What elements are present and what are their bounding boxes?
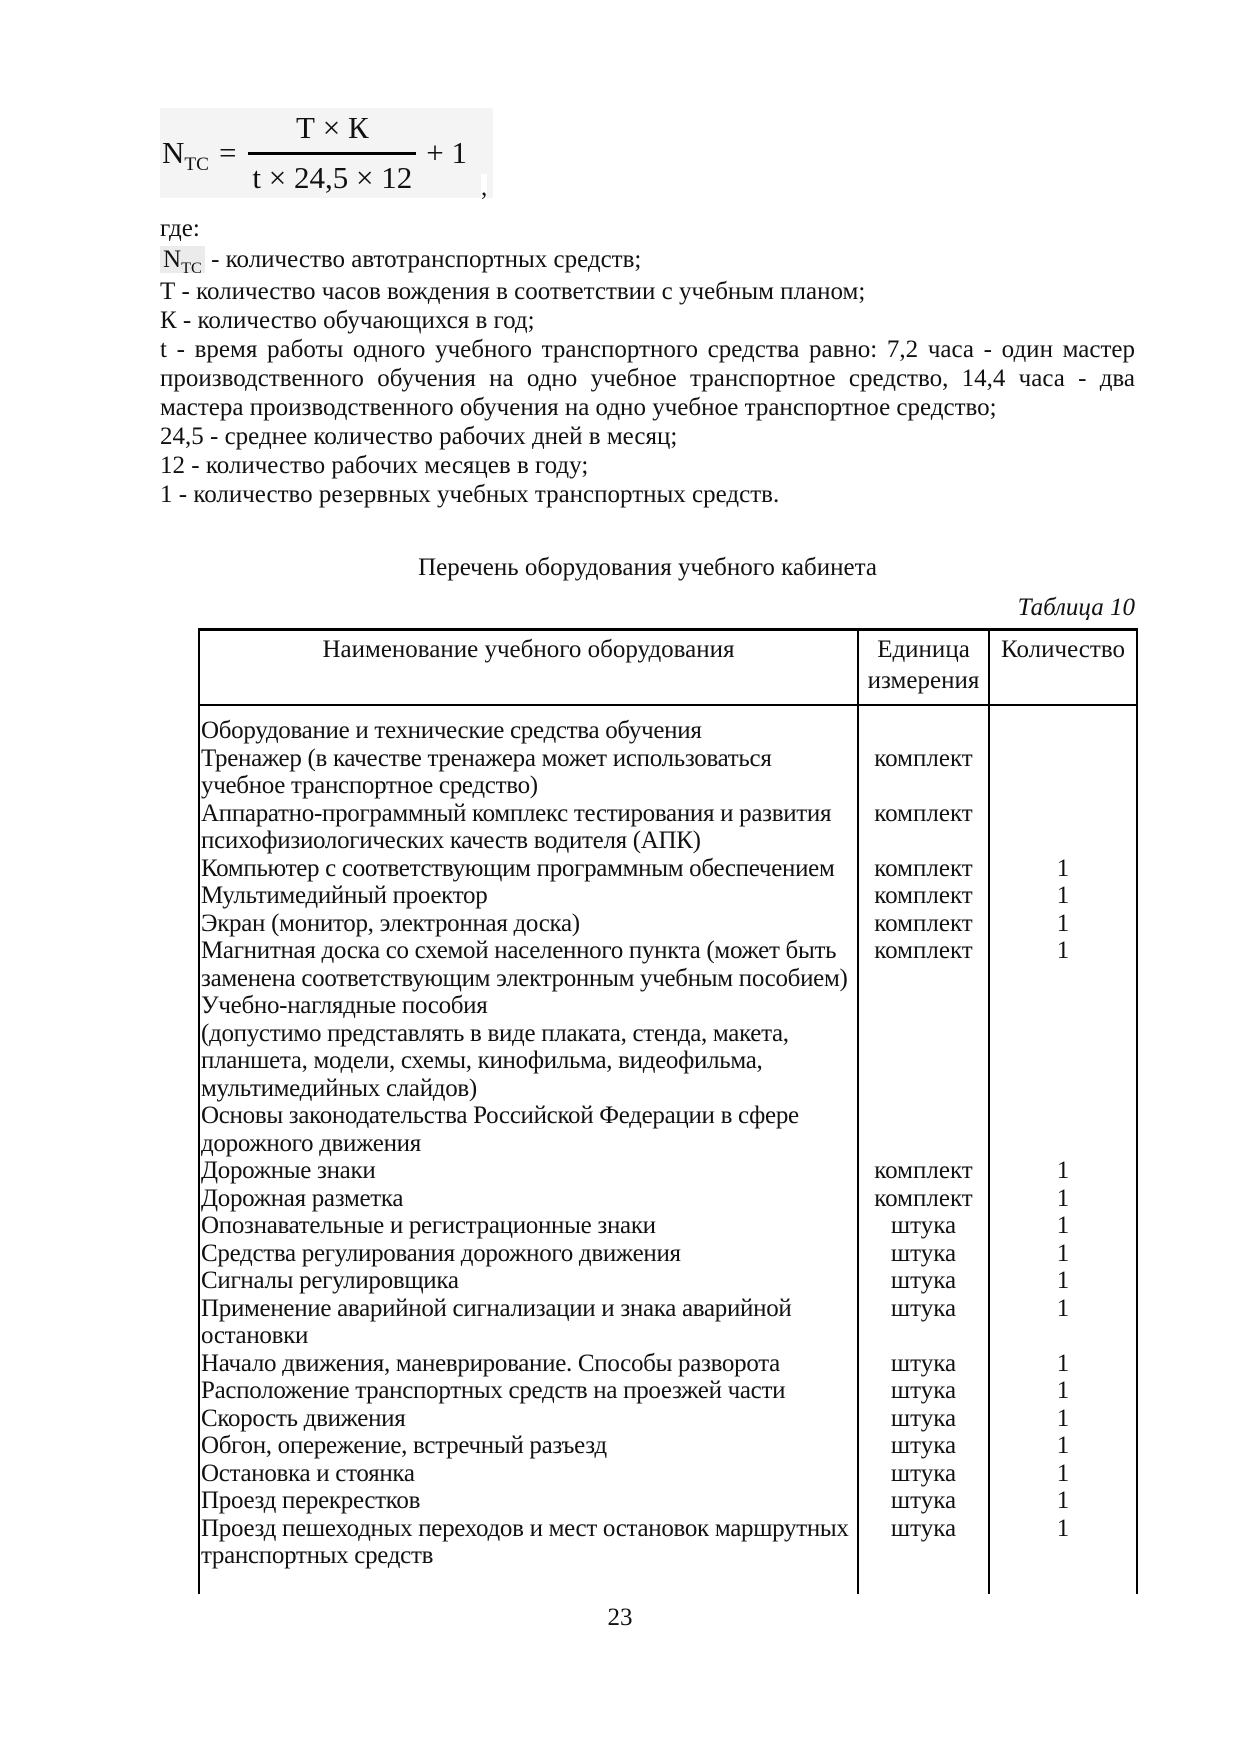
definition-line: Т - количество часов вождения в соответствии с учебным планом; <box>160 278 866 305</box>
quantity-cell: 1 <box>989 882 1137 910</box>
table-row <box>199 910 1137 938</box>
equipment-name-cell: Основы законодательства Российской Федерации в сфере дорожного движения <box>199 1102 858 1157</box>
formula-lhs <box>162 135 209 176</box>
section-title: Перечень оборудования учебного кабинета <box>418 554 877 581</box>
unit-cell: комплект <box>858 937 989 992</box>
table-row <box>199 1240 1137 1268</box>
definition-line: 24,5 - среднее количество рабочих дней в месяц; <box>160 423 678 450</box>
table-row <box>199 1157 1137 1185</box>
unit-cell: штука <box>858 1267 989 1295</box>
unit-cell <box>858 1020 989 1103</box>
ntc-base: N <box>163 246 182 273</box>
header-unit: Единица измерения <box>858 630 989 706</box>
equipment-name-cell: Применение аварийной сигнализации и знака аварийной остановки <box>199 1295 858 1350</box>
unit-cell: штука <box>858 1295 989 1350</box>
where-label: где: <box>160 215 200 242</box>
unit-cell: штука <box>858 1405 989 1433</box>
unit-cell: штука <box>858 1432 989 1460</box>
equipment-name-cell: Дорожная разметка <box>199 1185 858 1213</box>
formula-fraction <box>248 110 416 196</box>
quantity-cell: 1 <box>989 1185 1137 1213</box>
header-equipment-name: Наименование учебного оборудования <box>199 630 858 706</box>
equipment-name-cell: (допустимо представлять в виде плаката, стенда, макета, планшета, модели, схемы, кинофильма, видеофильма, мультимедийных слайдов) <box>199 1020 858 1103</box>
quantity-cell: 1 <box>989 1460 1137 1488</box>
equipment-name-cell: Компьютер с соответствующим программным обеспечением <box>199 855 858 883</box>
table-row <box>199 1212 1137 1240</box>
table-row <box>199 1377 1137 1405</box>
definition-line: К - количество обучающихся в год; <box>160 307 535 334</box>
formula-denominator: t × 24,5 × 12 <box>252 160 413 195</box>
table-row <box>199 992 1137 1020</box>
definition-line-ntc <box>160 243 1135 277</box>
unit-cell <box>858 705 989 745</box>
formula-numerator: Т × К <box>248 110 416 155</box>
formula-trailing-comma: , <box>481 174 488 201</box>
equipment-name-cell: Аппаратно-программный комплекс тестирования и развития психофизиологических качеств водителя (АПК) <box>199 800 858 855</box>
unit-cell <box>858 1102 989 1157</box>
unit-cell: комплект <box>858 855 989 883</box>
equipment-name-cell: Сигналы регулировщика <box>199 1267 858 1295</box>
unit-cell: штука <box>858 1212 989 1240</box>
table-row <box>199 1515 1137 1594</box>
equipment-table <box>198 628 1138 1594</box>
quantity-cell: 1 <box>989 1295 1137 1350</box>
quantity-cell: 1 <box>989 1157 1137 1185</box>
table-row <box>199 1185 1137 1213</box>
equipment-name-cell: Остановка и стоянка <box>199 1460 858 1488</box>
table-row <box>199 1267 1137 1295</box>
equipment-table-body <box>199 705 1137 1594</box>
definition-line: 12 - количество рабочих месяцев в году; <box>160 452 589 479</box>
unit-cell: штука <box>858 1460 989 1488</box>
equipment-name-cell: Проезд перекрестков <box>199 1487 858 1515</box>
table-row <box>199 1460 1137 1488</box>
table-row <box>199 882 1137 910</box>
table-row <box>199 800 1137 855</box>
equipment-name-cell: Опознавательные и регистрационные знаки <box>199 1212 858 1240</box>
formula-lhs-base: N <box>162 135 185 170</box>
table-row <box>199 1350 1137 1378</box>
table-row <box>199 855 1137 883</box>
unit-cell: комплект <box>858 745 989 800</box>
header-row <box>199 630 1137 706</box>
page-number: 23 <box>607 1603 633 1631</box>
unit-cell: штука <box>858 1377 989 1405</box>
equipment-name-cell: Расположение транспортных средств на проезжей части <box>199 1377 858 1405</box>
quantity-cell <box>989 800 1137 855</box>
formula-equals-sign: = <box>218 135 237 170</box>
quantity-cell: 1 <box>989 1240 1137 1268</box>
equipment-name-cell: Скорость движения <box>199 1405 858 1433</box>
equipment-name-cell: Магнитная доска со схемой населенного пункта (может быть заменена соответствующим электронным учебным пособием) <box>199 937 858 992</box>
header-quantity: Количество <box>989 630 1137 706</box>
quantity-cell <box>989 705 1137 745</box>
unit-cell: комплект <box>858 1185 989 1213</box>
quantity-cell: 1 <box>989 937 1137 992</box>
ntc-inline-formula <box>160 246 205 277</box>
table-row <box>199 1295 1137 1350</box>
equipment-name-cell: Учебно-наглядные пособия <box>199 992 858 1020</box>
unit-cell: комплект <box>858 910 989 938</box>
quantity-cell: 1 <box>989 910 1137 938</box>
equipment-name-cell: Экран (монитор, электронная доска) <box>199 910 858 938</box>
unit-cell: комплект <box>858 882 989 910</box>
definition-line: 1 - количество резервных учебных транспортных средств. <box>160 481 780 508</box>
table-row <box>199 1102 1137 1157</box>
unit-cell: штука <box>858 1350 989 1378</box>
table-row <box>199 1432 1137 1460</box>
table-row <box>199 1405 1137 1433</box>
quantity-cell: 1 <box>989 1405 1137 1433</box>
quantity-cell: 1 <box>989 1377 1137 1405</box>
unit-cell: штука <box>858 1240 989 1268</box>
equipment-name-cell: Мультимедийный проектор <box>199 882 858 910</box>
quantity-cell <box>989 745 1137 800</box>
table-row <box>199 937 1137 992</box>
equipment-name-cell: Начало движения, маневрирование. Способы разворота <box>199 1350 858 1378</box>
table-row <box>199 745 1137 800</box>
quantity-cell: 1 <box>989 1515 1137 1594</box>
unit-cell: штука <box>858 1515 989 1594</box>
quantity-cell: 1 <box>989 1432 1137 1460</box>
ntc-subscript: ТС <box>181 259 202 277</box>
formula-lhs-subscript: ТС <box>184 154 209 176</box>
quantity-cell <box>989 1020 1137 1103</box>
unit-cell: комплект <box>858 1157 989 1185</box>
unit-cell <box>858 992 989 1020</box>
equipment-name-cell: Оборудование и технические средства обучения <box>199 705 858 745</box>
table-caption: Таблица 10 <box>1017 594 1135 621</box>
quantity-cell: 1 <box>989 1487 1137 1515</box>
formula-definitions <box>160 214 1135 509</box>
quantity-cell: 1 <box>989 855 1137 883</box>
definition-paragraph: t - время работы одного учебного транспортного средства равно: 7,2 часа - один мастер производственного обучения на одно учебное транспортное средство, 14,4 часа - два мастера производственного обучения на одно учебное транспортное средство; <box>160 336 1135 421</box>
unit-cell: штука <box>858 1487 989 1515</box>
vehicle-count-formula <box>160 108 493 201</box>
quantity-cell: 1 <box>989 1350 1137 1378</box>
quantity-cell <box>989 1102 1137 1157</box>
ntc-definition-text: - количество автотранспортных средств; <box>204 246 642 273</box>
equipment-table-header <box>199 630 1137 706</box>
unit-cell: комплект <box>858 800 989 855</box>
formula-plus-one: + 1 <box>426 135 467 170</box>
table-row <box>199 1020 1137 1103</box>
equipment-name-cell: Обгон, опережение, встречный разъезд <box>199 1432 858 1460</box>
equipment-name-cell: Дорожные знаки <box>199 1157 858 1185</box>
equipment-name-cell: Проезд пешеходных переходов и мест остановок маршрутных транспортных средств <box>199 1515 858 1594</box>
table-row <box>199 1487 1137 1515</box>
quantity-cell: 1 <box>989 1267 1137 1295</box>
equipment-name-cell: Тренажер (в качестве тренажера может использоваться учебное транспортное средство) <box>199 745 858 800</box>
equipment-name-cell: Средства регулирования дорожного движения <box>199 1240 858 1268</box>
table-row <box>199 705 1137 745</box>
quantity-cell <box>989 992 1137 1020</box>
quantity-cell: 1 <box>989 1212 1137 1240</box>
